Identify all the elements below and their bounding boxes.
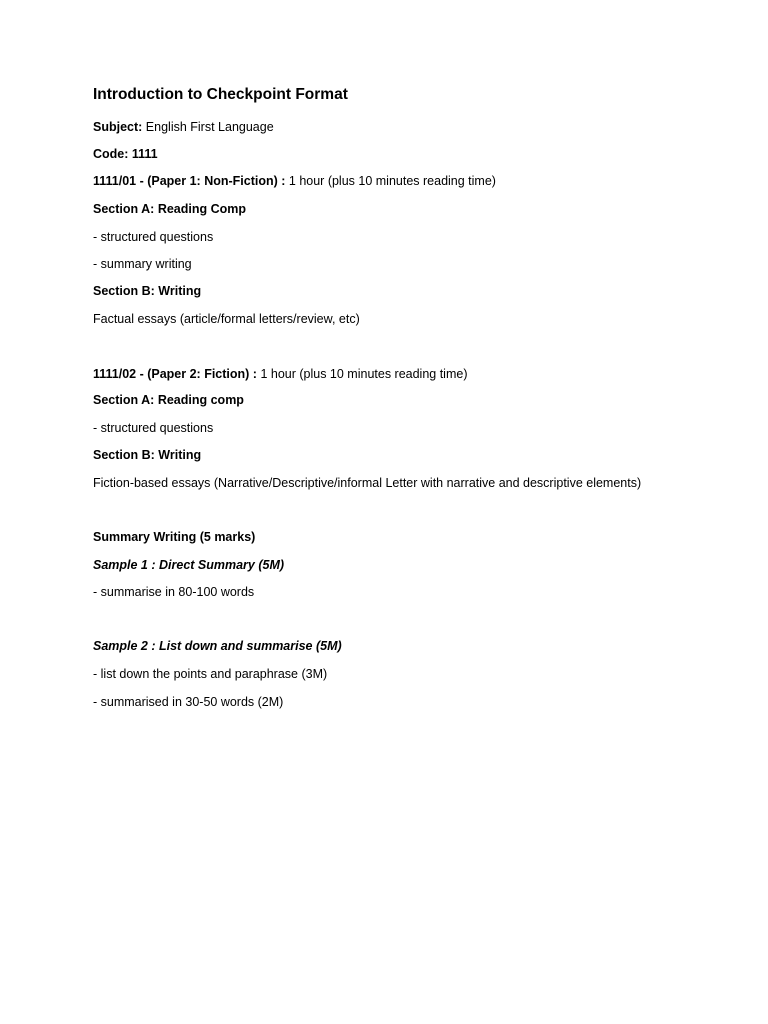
- paper1-section-b-desc: Factual essays (article/formal letters/review, etc): [93, 312, 360, 326]
- sample2-item: - list down the points and paraphrase (3M): [93, 667, 328, 681]
- paper2-code: 1111/02 - (Paper 2: Fiction) :: [93, 367, 257, 381]
- paper2-line: [93, 366, 468, 382]
- subject-label: Subject:: [93, 120, 143, 134]
- paper2-duration: 1 hour (plus 10 minutes reading time): [260, 367, 468, 381]
- paper1-section-a: Section A: Reading Comp: [93, 202, 247, 216]
- sample2-item: - summarised in 30-50 words (2M): [93, 695, 284, 709]
- paper2-section-b: Section B: Writing: [93, 448, 202, 462]
- subject-line: [93, 119, 274, 135]
- paper1-section-b: Section B: Writing: [93, 284, 202, 298]
- summary-heading: Summary Writing (5 marks): [93, 530, 256, 544]
- document-title: Introduction to Checkpoint Format: [93, 86, 348, 103]
- subject-value: English First Language: [145, 120, 274, 134]
- paper1-code: 1111/01 - (Paper 1: Non-Fiction) :: [93, 174, 286, 188]
- paper2-section-a: Section A: Reading comp: [93, 393, 244, 407]
- sample2-heading: Sample 2 : List down and summarise (5M): [93, 639, 342, 653]
- paper1-line: [93, 173, 496, 189]
- paper2-section-b-desc: Fiction-based essays (Narrative/Descriptive/informal Letter with narrative and descriptive elements): [93, 476, 642, 490]
- paper1-duration: 1 hour (plus 10 minutes reading time): [288, 174, 496, 188]
- paper2-section-a-item: - structured questions: [93, 421, 214, 435]
- sample1-item: - summarise in 80-100 words: [93, 585, 255, 599]
- paper1-section-a-item: - summary writing: [93, 257, 192, 271]
- code-line: Code: 1111: [93, 147, 158, 161]
- sample1-heading: Sample 1 : Direct Summary (5M): [93, 558, 285, 572]
- paper1-section-a-item: - structured questions: [93, 230, 214, 244]
